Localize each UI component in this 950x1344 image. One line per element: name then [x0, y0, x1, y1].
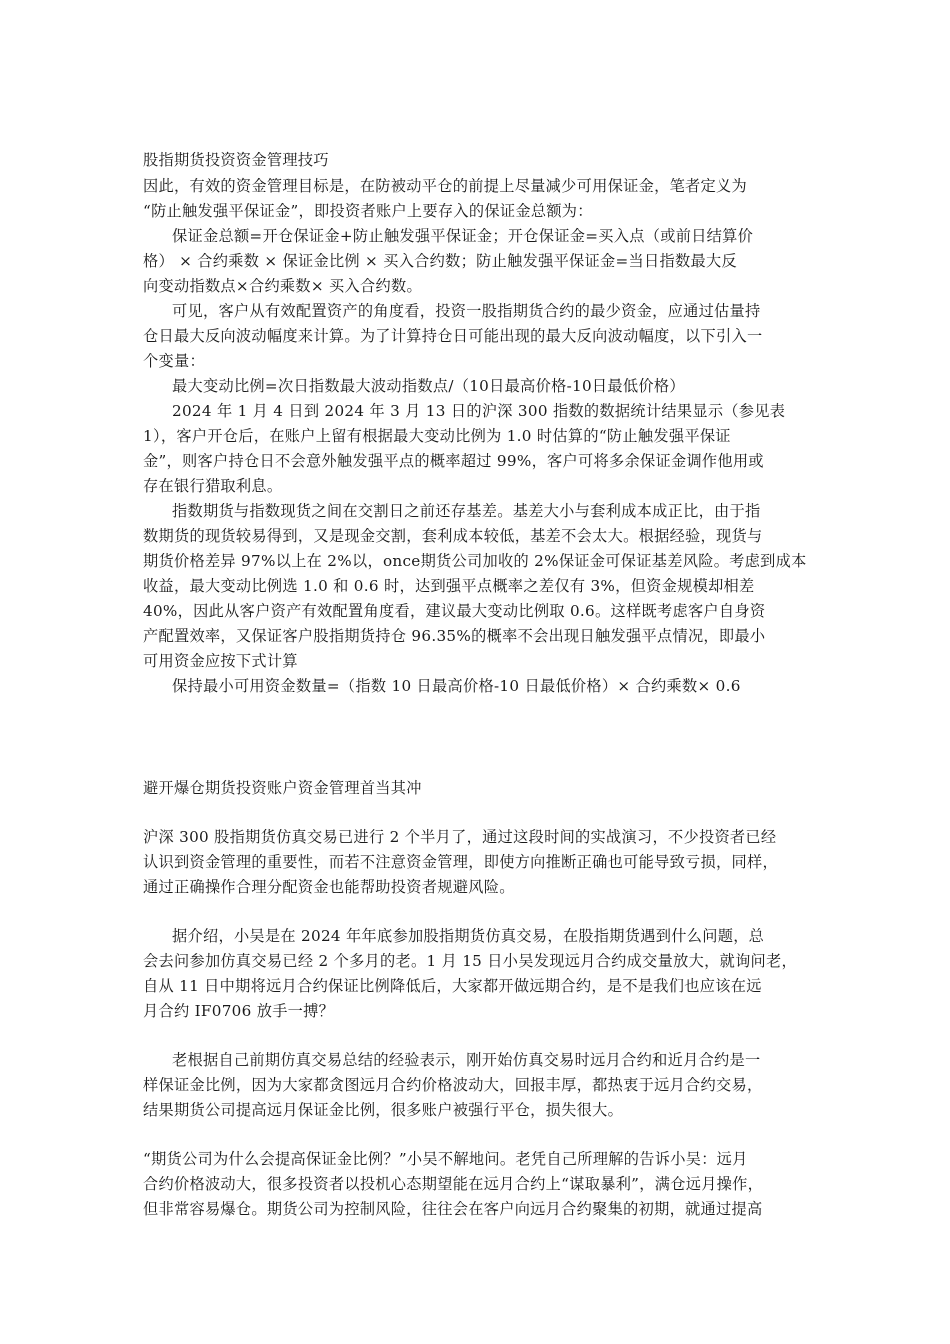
section1-line: 格） × 合约乘数 × 保证金比例 × 买入合约数；防止触发强平保证金=当日指数最大反 [143, 252, 737, 270]
section1-line: 保持最小可用资金数量=（指数 10 日最高价格-10 日最低价格）× 合约乘数× 0.6 [172, 677, 741, 695]
section1-line: “防止触发强平保证金”，即投资者账户上要存入的保证金总额为： [143, 202, 593, 220]
section1-line: 指数期货与指数现货之间在交割日之前还存基差。基差大小与套利成本成正比，由于指 [172, 502, 761, 520]
section1-line: 金”，则客户持仓日不会意外触发强平点的概率超过 99%，客户可将多余保证金调作他用或 [143, 452, 764, 470]
section1-line: 数期货的现货较易得到，又是现金交割，套利成本较低，基差不会太大。根据经验，现货与 [143, 527, 763, 545]
section2-line: 通过正确操作合理分配资金也能帮助投资者规避风险。 [143, 878, 515, 896]
section1-line: 仓日最大反向波动幅度来计算。为了计算持仓日可能出现的最大反向波动幅度，以下引入一 [143, 327, 763, 345]
section1-line: 2024 年 1 月 4 日到 2024 年 3 月 13 日的沪深 300 指数的数据统计结果显示（参见表 [172, 402, 786, 420]
section2-line: 会去问参加仿真交易已经 2 个多月的老。1 月 15 日小吴发现远月合约成交量放大，就询问老， [143, 952, 798, 970]
section2-line: 据介绍，小吴是在 2024 年年底参加股指期货仿真交易，在股指期货遇到什么问题，总 [172, 927, 765, 945]
section2-line: 自从 11 日中期将远月合约保证比例降低后，大家都开做远期合约，是不是我们也应该在远 [143, 977, 762, 995]
section2-line: 老根据自己前期仿真交易总结的经验表示，刚开始仿真交易时远月合约和近月合约是一 [172, 1051, 761, 1069]
section2-line: 样保证金比例，因为大家都贪图远月合约价格波动大，回报丰厚，都热衷于远月合约交易， [143, 1076, 763, 1094]
section2-line: 认识到资金管理的重要性，而若不注意资金管理，即使方向推断正确也可能导致亏损，同样， [143, 853, 778, 871]
section1-line: 最大变动比例=次日指数最大波动指数点/（10日最高价格-10日最低价格） [172, 377, 685, 395]
section1-line: 产配置效率，又保证客户股指期货持仓 96.35%的概率不会出现日触发强平点情况，即最小 [143, 627, 766, 645]
section1-line: 存在银行猎取利息。 [143, 477, 283, 495]
section1-line: 1），客户开仓后，在账户上留有根据最大变动比例为 1.0 时估算的“防止触发强平保证 [143, 427, 731, 445]
section2-line: 但非常容易爆仓。期货公司为控制风险，往往会在客户向远月合约聚集的初期，就通过提高 [143, 1200, 763, 1218]
section1-line: 期货价格差异 97%以上在 2%以，once期货公司加收的 2%保证金可保证基差风险。考虑到成本 [143, 552, 807, 570]
section2-line: 沪深 300 股指期货仿真交易已进行 2 个半月了，通过这段时间的实战演习，不少投资者已经 [143, 828, 777, 846]
section1-line: 收益，最大变动比例选 1.0 和 0.6 时，达到强平点概率之差仅有 3%，但资金规模却相差 [143, 577, 755, 595]
section1-line: 40%，因此从客户资产有效配置角度看，建议最大变动比例取 0.6。这样既考虑客户自身资 [143, 602, 766, 620]
section1-line: 可用资金应按下式计算 [143, 652, 298, 670]
section1-line: 个变量： [143, 352, 205, 370]
section1-line: 因此，有效的资金管理目标是，在防被动平仓的前提上尽量减少可用保证金，笔者定义为 [143, 177, 748, 195]
section1-line: 向变动指数点×合约乘数× 买入合约数。 [143, 277, 422, 295]
section2-line: “期货公司为什么会提高保证金比例？”小吴不解地问。老凭自己所理解的告诉小吴：远月 [143, 1150, 748, 1168]
section2-line: 结果期货公司提高远月保证金比例，很多账户被强行平仓，损失很大。 [143, 1101, 624, 1119]
section1-line: 可见，客户从有效配置资产的角度看，投资一股指期货合约的最少资金，应通过估量持 [172, 302, 761, 320]
section2-line: 合约价格波动大，很多投资者以投机心态期望能在远月合约上“谋取暴利”，满仓远月操作， [143, 1175, 764, 1193]
section1-line: 保证金总额=开仓保证金+防止触发强平保证金；开仓保证金=买入点（或前日结算价 [172, 227, 754, 245]
section2-title: 避开爆仓期货投资账户资金管理首当其冲 [143, 779, 422, 797]
section1-title: 股指期货投资资金管理技巧 [143, 151, 329, 169]
section2-line: 月合约 IF0706 放手一搏？ [143, 1002, 335, 1020]
